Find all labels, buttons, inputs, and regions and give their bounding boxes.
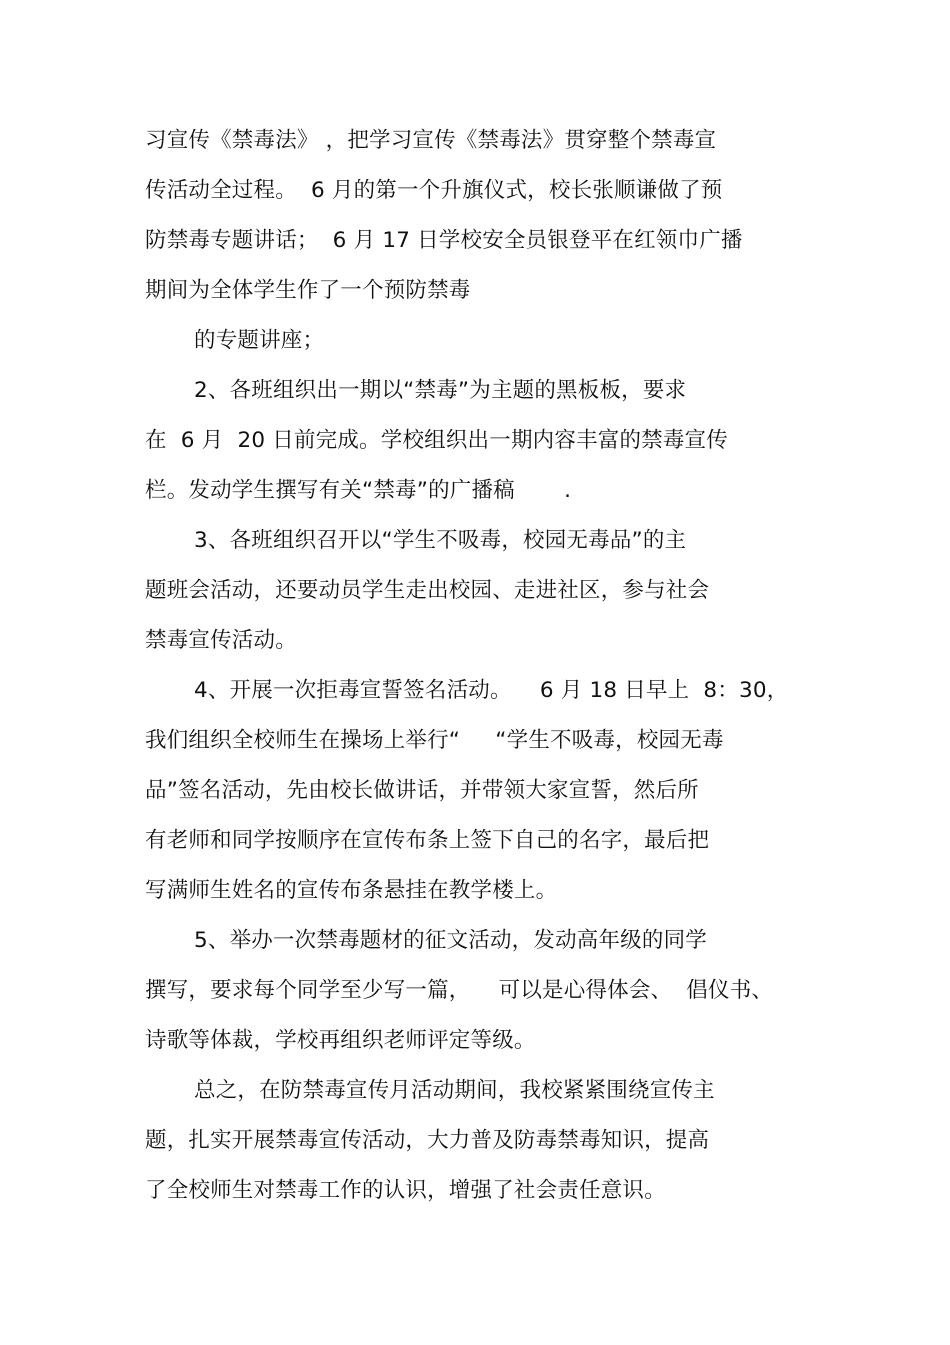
text-line: 题班会活动，还要动员学生走出校园、走进社区，参与社会: [145, 578, 710, 603]
text-line: 题，扎实开展禁毒宣传活动，大力普及防毒禁毒知识，提高: [145, 1128, 710, 1153]
text-line: 撰写，要求每个同学至少写一篇， 可以是心得体会、 倡仪书、: [145, 978, 774, 1003]
text-line: 传活动全过程。 6 月的第一个升旗仪式，校长张顺谦做了预: [145, 178, 723, 203]
text-line: 栏。发动学生撰写有关“禁毒”的广播稿 .: [145, 478, 572, 503]
text-line: 的专题讲座；: [194, 328, 325, 353]
paragraph-start: 4、开展一次拒毒宣誓签名活动。 6 月 18 日早上 8：30，: [194, 678, 789, 703]
paragraph-start: 3、各班组织召开以“学生不吸毒，校园无毒品”的主: [194, 528, 687, 553]
text-line: 我们组织全校师生在操场上举行“ “学生不吸毒，校园无毒: [145, 728, 724, 753]
paragraph-start: 2、各班组织出一期以“禁毒”为主题的黑板板，要求: [194, 378, 687, 403]
text-line: 习宣传《禁毒法》 ，把学习宣传《禁毒法》贯穿整个禁毒宣: [145, 128, 717, 153]
text-line: 期间为全体学生作了一个预防禁毒: [145, 278, 471, 303]
text-line: 了全校师生对禁毒工作的认识，增强了社会责任意识。: [145, 1178, 666, 1203]
text-line: 品”签名活动，先由校长做讲话，并带领大家宣誓，然后所: [145, 778, 699, 803]
text-line: 诗歌等体裁，学校再组织老师评定等级。: [145, 1028, 536, 1053]
text-line: 有老师和同学按顺序在宣传布条上签下自己的名字，最后把: [145, 828, 710, 853]
text-line: 禁毒宣传活动。: [145, 628, 297, 653]
paragraph-start: 5、举办一次禁毒题材的征文活动，发动高年级的同学: [194, 928, 707, 953]
text-line: 写满师生姓名的宣传布条悬挂在教学楼上。: [145, 878, 558, 903]
paragraph-start: 总之，在防禁毒宣传月活动期间，我校紧紧围绕宣传主: [194, 1078, 715, 1103]
text-line: 在 6 月 20 日前完成。学校组织出一期内容丰富的禁毒宣传: [145, 428, 728, 453]
text-line: 防禁毒专题讲话； 6 月 17 日学校安全员银登平在红领巾广播: [145, 228, 743, 253]
